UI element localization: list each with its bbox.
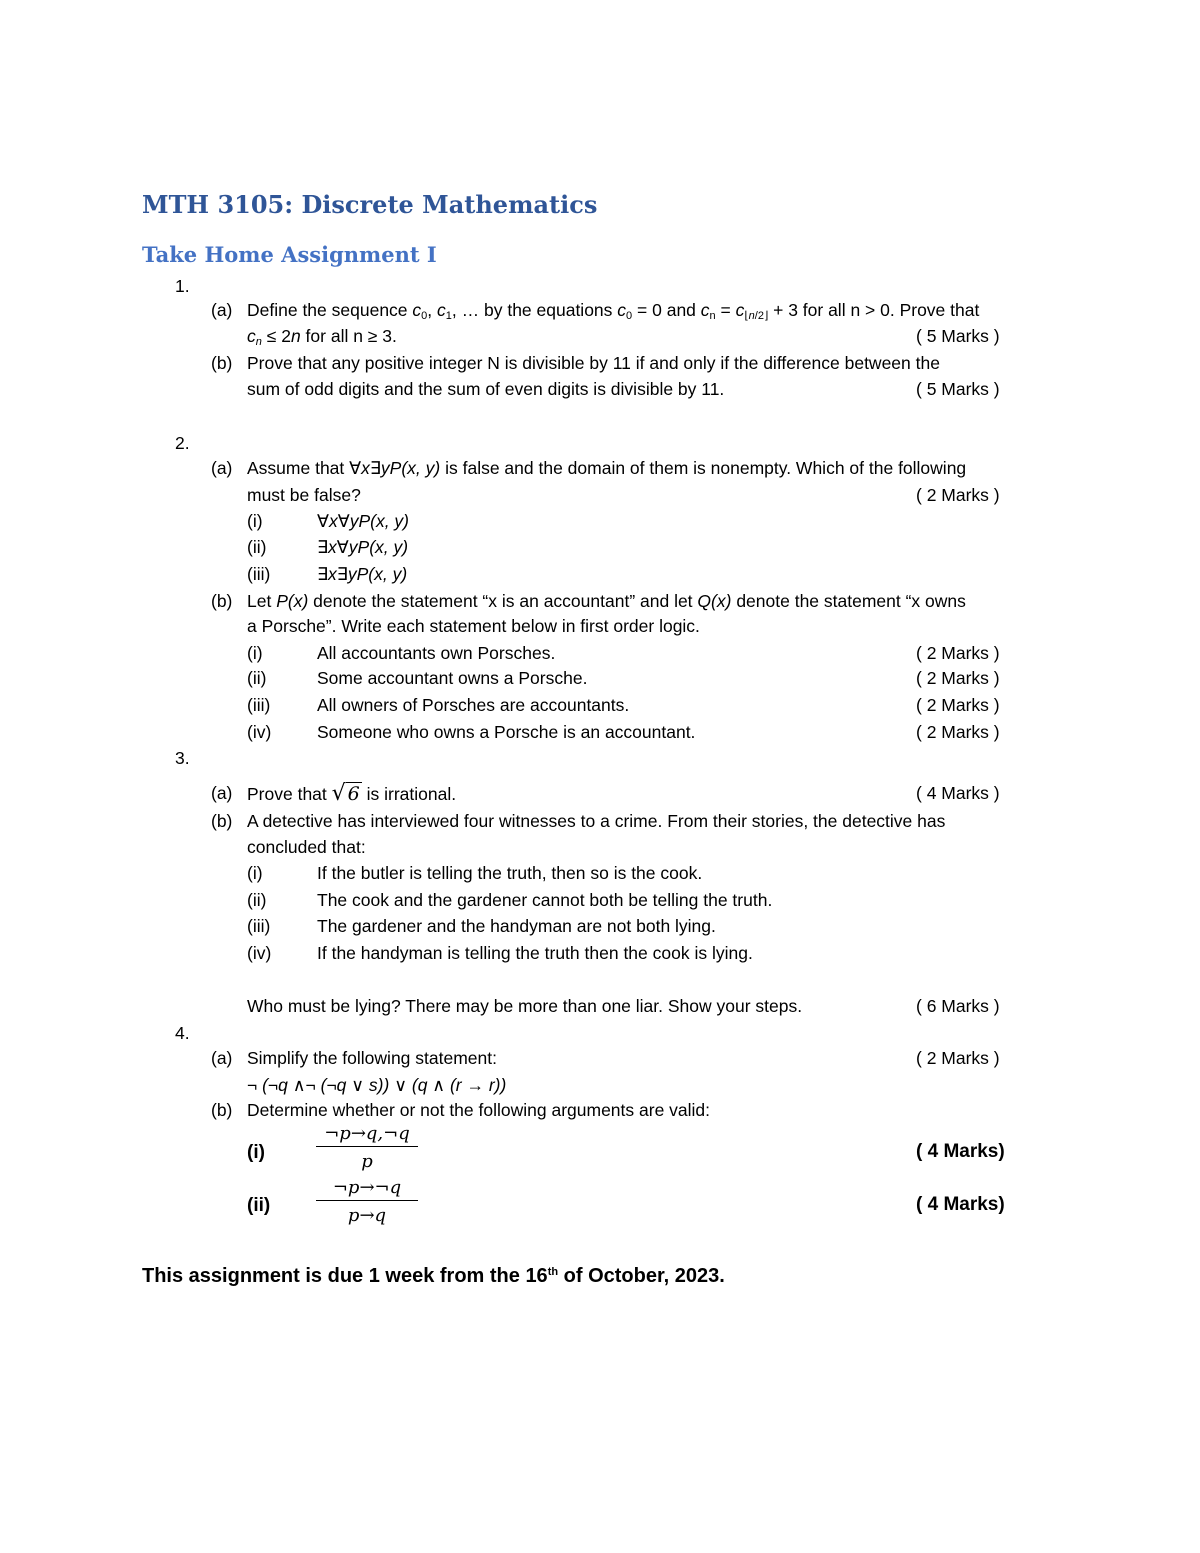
q4a-label: (a) (211, 1048, 233, 1068)
q2b-item-marks: ( 2 Marks ) (916, 668, 1000, 688)
q3b-item-text: If the handyman is telling the truth then the cook is lying. (317, 943, 753, 963)
q2b-item-text: All owners of Porsches are accountants. (317, 695, 630, 715)
q3b-item-text: If the butler is telling the truth, then so is the cook. (317, 863, 703, 883)
q3b-item-roman: (iv) (247, 943, 272, 963)
q4b-item-marks: ( 4 Marks) (916, 1194, 1005, 1215)
q4b-item-marks: ( 4 Marks) (916, 1141, 1005, 1162)
q2a-item-roman: (iii) (247, 564, 271, 584)
q2a-line1: Assume that ∀x∃yP(x, y) is false and the domain of them is nonempty. Which of the following (247, 458, 967, 478)
argument-fraction (316, 1123, 418, 1172)
sqrt-symbol: √ 6 (331, 781, 360, 806)
q3b-line1: A detective has interviewed four witnesses to a crime. From their stories, the detective has (247, 811, 946, 831)
q1a-line1: Define the sequence $c_0$, $c_1$, … by the equations $c_0 = 0$ and $c_n = c_{⌊n/2⌋} + 3$ for all n > 0. Prove that (247, 300, 980, 322)
fraction-bar (316, 1200, 418, 1201)
q3b-item-roman: (ii) (247, 890, 267, 910)
q1b-label: (b) (211, 353, 233, 373)
q2b-item-roman: (iv) (247, 722, 272, 742)
q3b-item-roman: (iii) (247, 916, 271, 936)
q3a-line: Prove that √ 6 is irrational. (247, 781, 457, 806)
question-3-number: 3. (175, 748, 190, 768)
q4a-marks: ( 2 Marks ) (916, 1048, 1000, 1068)
q2b-line1: Let P(x) denote the statement “x is an accountant” and let Q(x) denote the statement “x owns (247, 591, 966, 611)
q3b-line2: concluded that: (247, 837, 366, 857)
argument-premises: ¬p→q,¬q (324, 1123, 410, 1144)
q4a-formula: ¬ (¬q ∧¬ (¬q ∨ s)) ∨ (q ∧ (r → r)) (247, 1075, 507, 1095)
q4b-item-roman: (i) (247, 1142, 265, 1163)
argument-conclusion: p (361, 1151, 373, 1172)
q3b-question: Who must be lying? There may be more than one liar. Show your steps. (247, 996, 803, 1016)
q2a-line2: must be false? (247, 485, 361, 505)
q4b-label: (b) (211, 1100, 233, 1120)
q3b-item-roman: (i) (247, 863, 263, 883)
q2a-item-roman: (i) (247, 511, 263, 531)
q3b-label: (b) (211, 811, 233, 831)
fraction-bar (316, 1146, 418, 1147)
q1b-marks: ( 5 Marks ) (916, 379, 1000, 399)
q1a-label: (a) (211, 300, 233, 320)
q4a-line1: Simplify the following statement: (247, 1048, 497, 1068)
assignment-title: Take Home Assignment I (142, 242, 437, 267)
argument-fraction (316, 1177, 418, 1226)
argument-premises: ¬p→¬q (332, 1177, 402, 1198)
q2a-item-formula: ∀x∀yP(x, y) (317, 511, 409, 531)
q2b-item-text: Someone who owns a Porsche is an accountant. (317, 722, 696, 742)
q2b-item-roman: (iii) (247, 695, 271, 715)
q1a-line2: $c_n \le 2n$ for all n ≥ 3. (247, 326, 397, 348)
q2b-line2: a Porsche”. Write each statement below in first order logic. (247, 616, 700, 636)
q2b-item-roman: (i) (247, 643, 263, 663)
q4b-item-roman: (ii) (247, 1195, 271, 1216)
due-date-notice: This assignment is due 1 week from the 16th of October, 2023. (142, 1265, 725, 1287)
q1a-marks: ( 5 Marks ) (916, 326, 1000, 346)
q2a-item-formula: ∃x∃yP(x, y) (317, 564, 408, 584)
course-title: MTH 3105: Discrete Mathematics (142, 190, 598, 219)
q2b-item-marks: ( 2 Marks ) (916, 695, 1000, 715)
q3b-item-text: The gardener and the handyman are not both lying. (317, 916, 716, 936)
question-4-number: 4. (175, 1023, 190, 1043)
q2a-marks: ( 2 Marks ) (916, 485, 1000, 505)
question-1-number: 1. (175, 276, 190, 296)
q3a-label: (a) (211, 783, 233, 803)
q1b-line1: Prove that any positive integer N is divisible by 11 if and only if the difference between the (247, 353, 940, 373)
q2b-item-text: All accountants own Porsches. (317, 643, 556, 663)
q3b-item-text: The cook and the gardener cannot both be telling the truth. (317, 890, 773, 910)
question-2-number: 2. (175, 433, 190, 453)
q2a-item-formula: ∃x∀yP(x, y) (317, 537, 409, 557)
q2b-item-marks: ( 2 Marks ) (916, 643, 1000, 663)
q2b-item-marks: ( 2 Marks ) (916, 722, 1000, 742)
q3b-marks: ( 6 Marks ) (916, 996, 1000, 1016)
q2b-item-roman: (ii) (247, 668, 267, 688)
q1b-line2: sum of odd digits and the sum of even digits is divisible by 11. (247, 379, 725, 399)
argument-conclusion: p→q (347, 1205, 387, 1226)
q2b-item-text: Some accountant owns a Porsche. (317, 668, 588, 688)
q3a-marks: ( 4 Marks ) (916, 783, 1000, 803)
q4b-line1: Determine whether or not the following arguments are valid: (247, 1100, 711, 1120)
q2a-item-roman: (ii) (247, 537, 267, 557)
q2b-label: (b) (211, 591, 233, 611)
q2a-label: (a) (211, 458, 233, 478)
